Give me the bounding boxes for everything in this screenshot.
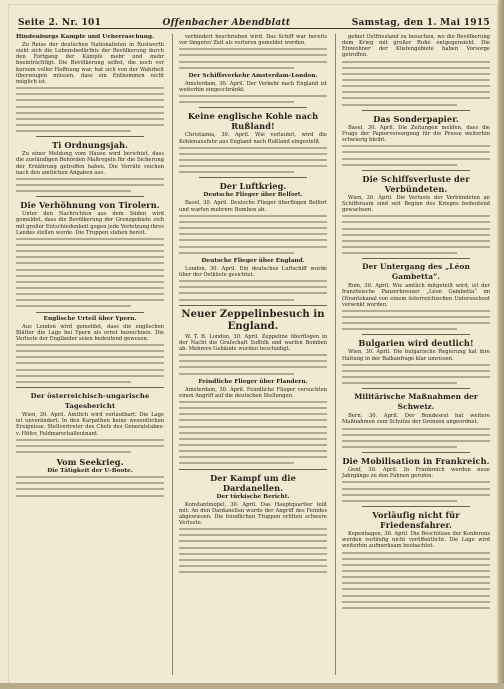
newspaper-title: Offenbacher Abendblatt [162,18,291,28]
article-paragraph: Basel, 30. April. Deutsche Flieger überflogen Belfort und warfen mehrere Bomben ab. [179,200,327,213]
page-edge [498,0,504,689]
headline: Keine englische Kohle nach Rußland! [187,111,319,132]
article-paragraph: Zu Reise der deutschen Nationalisten in Ruslwerth sieht sich die Lebensbedürfnis der Bevölkerung durch den Fortgang der Kämpfe mehr und mehr beeinträchtigt. Die Bevölkerung selbst, die noch vor kurzem voller Hoffnung war, hat sich von der Wahrheit überzeugen müssen, dass ein Entkommen nicht möglich ist. [16,42,164,85]
headline: Der Untergang des „Léon Gambetta“. [362,262,470,282]
article-paragraph: Wien, 30. April. Die bulgarische Regierung hat ihre Haltung in der Balkanfrage klar umrissen. [342,349,490,362]
masthead [18,14,490,29]
article-paragraph: Unter den Nachrichten aus dem Süden wird gemeldet, dass die Bevölkerung der Grenzgebiete sich mit großer Entschiedenheit gegen jede Verletzung ihres Landes stellen werde. Die Truppen stehen bereit. [16,211,164,236]
scan-border [0,683,504,689]
subheadline: Deutsche Flieger über Belfort. [203,192,303,199]
headline: Die Mobilisation in Frankreich. [342,456,490,467]
headline: Der Kampf um die Dardanellen. [210,472,296,493]
article-lead-heading: Hindenburgs Kampfe und Ueberraschung. [16,34,155,40]
text-lines [16,87,164,132]
subheadline: Deutsche Flieger über England. [201,257,305,264]
headline: Der Schiffsverkehr Amsterdam-London. [188,72,318,79]
article-columns [16,34,490,675]
subheadline: Feindliche Flieger über Flandern. [198,378,308,385]
column-2 [172,34,327,675]
article-paragraph: Christiania, 30. April. Wie verlautet, wird die Kohlenausfuhr aus England nach Rußland eingestellt. [179,132,327,145]
article-paragraph: Konstantinopel, 30. April. Das Hauptquartier teilt mit: An den Dardanellen wurde der Angriff des Feindes abgewiesen. Die feindlichen Truppen erlitten schwere Verluste. [179,501,327,527]
headline: Das Sonderpapier. [373,113,459,124]
article-paragraph: Amsterdam, 30. April. Der Verkehr nach England ist weiterhin eingeschränkt. [179,80,327,94]
headline: Vorläufig nicht für Friedensfahrer. [372,510,460,531]
headline: Militärische Maßnahmen der Schweiz. [354,392,478,412]
headline: Der österreichisch-ungarische Tagesbericht [30,392,150,411]
article-paragraph: Zu einer Meldung vom Hause wird berichtet, dass die zuständigen Behörden Maßregeln für die Sicherung der Ernährung getroffen haben. Die Vorräte reichen nach den amtlichen Angaben aus. [16,151,164,176]
issue-date: Samstag, den 1. Mai 1915 [351,18,490,28]
article-paragraph: London, 30. April. Ein deutsches Luftschiff wurde über der Ostküste gesichtet. [179,265,327,278]
article-paragraph: Aus London wird gemeldet, dass die englischen Blätter die Lage bei Ypern als ernst bezeichnen. Die Verluste der Engländer seien bedeutend gewesen. [16,323,164,342]
article-paragraph: Bern, 30. April. Der Bundesrat hat weitere Maßnahmen zum Schutze der Grenzen angeordnet. [342,413,490,426]
article-paragraph: verhindert beschrieben wird. Das Schiff war bereits vor längerer Zeit als verloren gemeldet worden. [179,34,327,47]
article-paragraph: Kopenhagen, 30. April. Die Beschlüsse der Konferenz werden vorläufig nicht veröffentlicht. Die Lage wird weiterhin aufmerksam beobachtet. [342,531,490,550]
article-paragraph: Rom, 30. April. Wie amtlich mitgeteilt wird, ist der französische Panzerkreuzer „Léon Gambetta“ im Otrantokanal von einem österreichischen Unterseeboot versenkt worden. [342,283,490,308]
article-paragraph: Basel, 30. April. Die Zeitungen melden, dass die Frage der Papierversorgung für die Presse weiterhin schwierig bleibt. [342,124,490,144]
headline: Die Verhöhnung von Tirolern. [20,200,160,211]
column-1 [16,34,164,675]
headline: Englische Urteil über Ypern. [43,315,137,322]
headline: Bulgarien wird deutlich! [358,338,474,349]
headline: Ti Ordnungsjah. [52,140,128,151]
headline: Vom Seekrieg. [56,457,124,468]
subheadline: Die Tätigkeit der U-Boote. [47,468,133,475]
page-number: Seite 2. Nr. 101 [18,18,102,28]
headline: Neuer Zeppelinbesuch in England. [181,308,325,332]
article-paragraph: Wien, 30. April. Die Verluste der Verbündeten an Schiffsraum sind seit Beginn des Krieges bedeutend gewachsen. [342,194,490,214]
article-paragraph: Wien, 30. April. Amtlich wird verlautbart: Die Lage ist unverändert. In den Karpathen keine wesentlichen Ereignisse. Stellvertreter des Chefs des Generalstabes: v. Höfer, Feldmarschalleutnant. [16,412,164,437]
headline: Der Luftkrieg. [219,181,287,192]
article-paragraph: Genf, 30. April. In Frankreich werden neue Jahrgänge zu den Fahnen gerufen. [342,467,490,480]
article-paragraph: Amsterdam, 30. April. Feindliche Flieger versuchten einen Angriff auf die deutschen Stellungen. [179,386,327,399]
headline: Die Schiffsverluste der Verbündeten. [362,173,470,194]
article-paragraph: W. T. B. London, 30. April. Zeppeline überflogen in der Nacht die Grafschaft Suffolk und warfen Bomben ab. Mehrere Gebäude wurden beschädigt. [179,333,327,352]
column-3 [335,34,490,675]
article-paragraph: gebiet Ostfriesland zu besuchen, wo die Bevölkerung dem Krieg mit großer Ruhe entgegensieht. Die Einwohner der Küstengebiete haben Vorsorge getroffen. [342,34,490,59]
subheadline: Der türkische Bericht. [216,493,290,500]
